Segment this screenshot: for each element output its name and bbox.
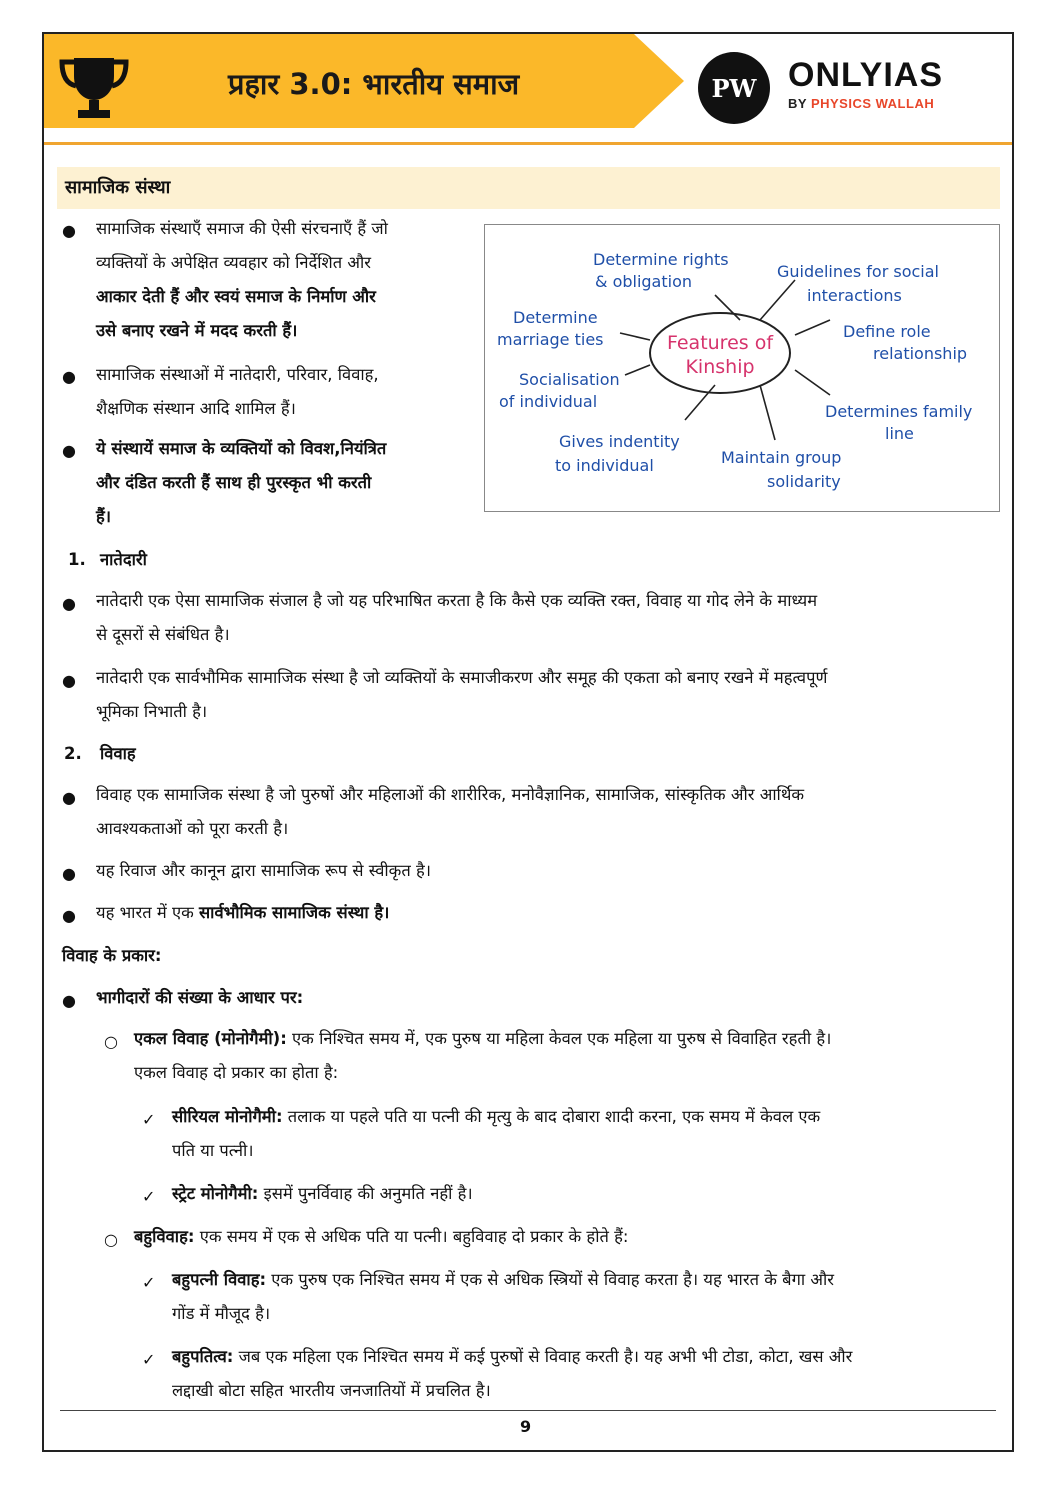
kinship-label: Gives indentity bbox=[559, 432, 680, 451]
intro-line: हैं। bbox=[96, 507, 112, 526]
kinship-center-label: Features of bbox=[666, 332, 774, 354]
section-number: 1. bbox=[68, 550, 86, 569]
marriage-line: आवश्यकताओं को पूरा करती है। bbox=[96, 819, 289, 838]
marriage-heading: विवाह bbox=[100, 744, 136, 763]
brand-subtitle: BY PHYSICS WALLAH bbox=[788, 96, 935, 111]
kinship-line: भूमिका निभाती है। bbox=[96, 702, 208, 721]
kinship-label: interactions bbox=[807, 286, 902, 305]
marriage-line: यह रिवाज और कानून द्वारा सामाजिक रूप से स्वीकृत है। bbox=[96, 861, 431, 880]
page-title: प्रहार 3.0: भारतीय समाज bbox=[228, 67, 520, 101]
bullet-icon: ● bbox=[62, 441, 76, 460]
intro-line: सामाजिक संस्थाएँ समाज की ऐसी संरचनाएँ हैं जो bbox=[96, 219, 388, 238]
kinship-label: Guidelines for social bbox=[777, 262, 939, 281]
section-heading: सामाजिक संस्था bbox=[57, 167, 1000, 209]
kinship-label: Determine bbox=[513, 308, 598, 327]
kinship-label: Determine rights bbox=[593, 250, 729, 269]
bullet-icon: ● bbox=[62, 671, 76, 690]
check-icon: ✓ bbox=[142, 1110, 156, 1129]
marriage-line: विवाह एक सामाजिक संस्था है जो पुरुषों और महिलाओं की शारीरिक, मनोवैज्ञानिक, सामाजिक, सांस्कृतिक और आर्थिक bbox=[96, 785, 805, 804]
bullet-icon: ● bbox=[62, 594, 76, 613]
footer-divider bbox=[60, 1410, 996, 1411]
check-icon: ✓ bbox=[142, 1273, 156, 1292]
polygyny-line: गोंड में मौजूद है। bbox=[172, 1304, 271, 1323]
types-heading: विवाह के प्रकार: bbox=[62, 946, 162, 965]
kinship-line: नातेदारी एक सार्वभौमिक सामाजिक संस्था है जो व्यक्तियों के समाजीकरण और समूह की एकता को बनाए रखने में महत्वपूर्ण bbox=[96, 668, 828, 687]
monogamy-line: एकल विवाह दो प्रकार का होता है: bbox=[134, 1063, 339, 1082]
bullet-icon: ● bbox=[62, 864, 76, 883]
kinship-line: नातेदारी एक ऐसा सामाजिक संजाल है जो यह परिभाषित करता है कि कैसे एक व्यक्ति रक्त, विवाह या गोद लेने के माध्यम bbox=[96, 591, 818, 610]
intro-line: व्यक्तियों के अपेक्षित व्यवहार को निर्देशित और bbox=[96, 253, 372, 272]
check-icon: ✓ bbox=[142, 1187, 156, 1206]
kinship-label: Maintain group bbox=[721, 448, 842, 467]
polygamy-line: बहुविवाह: एक समय में एक से अधिक पति या पत्नी। बहुविवाह दो प्रकार के होते हैं: bbox=[134, 1227, 629, 1246]
serial-line: पति या पत्नी। bbox=[172, 1141, 254, 1160]
bullet-icon: ● bbox=[62, 221, 76, 240]
straight-line: स्ट्रेट मोनोगैमी: इसमें पुनर्विवाह की अनुमति नहीं है। bbox=[172, 1184, 473, 1203]
bullet-icon: ● bbox=[62, 367, 76, 386]
circle-bullet-icon: ○ bbox=[104, 1230, 118, 1249]
kinship-diagram bbox=[484, 224, 1000, 512]
polyandry-line: बहुपतित्व: जब एक महिला एक निश्चित समय में कई पुरुषों से विवाह करती है। यह अभी भी टोडा, कोटा, खस और bbox=[172, 1347, 853, 1366]
kinship-label: to individual bbox=[555, 456, 654, 475]
pw-logo: PW bbox=[698, 52, 770, 124]
kinship-heading: नातेदारी bbox=[100, 550, 147, 569]
kinship-label: of individual bbox=[499, 392, 598, 411]
circle-bullet-icon: ○ bbox=[104, 1032, 118, 1051]
section-number: 2. bbox=[64, 744, 82, 763]
intro-line: आकार देती हैं और स्वयं समाज के निर्माण और bbox=[96, 287, 376, 306]
kinship-label: marriage ties bbox=[497, 330, 604, 349]
brand-name: ONLYIAS bbox=[788, 56, 944, 94]
kinship-label: solidarity bbox=[767, 472, 841, 491]
types-basis: भागीदारों की संख्या के आधार पर: bbox=[96, 988, 304, 1007]
kinship-label: Socialisation bbox=[519, 370, 620, 389]
bullet-icon: ● bbox=[62, 991, 76, 1010]
intro-line: ये संस्थायें समाज के व्यक्तियों को विवश,नियंत्रित bbox=[96, 439, 387, 458]
serial-line: सीरियल मोनोगैमी: तलाक या पहले पति या पत्नी की मृत्यु के बाद दोबारा शादी करना, एक समय में केवल एक bbox=[172, 1107, 821, 1126]
kinship-label: Determines family bbox=[825, 402, 973, 421]
brand-logo bbox=[788, 56, 943, 111]
intro-line: सामाजिक संस्थाओं में नातेदारी, परिवार, विवाह, bbox=[96, 365, 379, 384]
intro-line: उसे बनाए रखने में मदद करती हैं। bbox=[96, 321, 298, 340]
intro-line: और दंडित करती हैं साथ ही पुरस्कृत भी करती bbox=[96, 473, 372, 492]
bullet-icon: ● bbox=[62, 906, 76, 925]
monogamy-line: एकल विवाह (मोनोगैमी): एक निश्चित समय में, एक पुरुष या महिला केवल एक महिला या पुरुष से विवाहित रहती है। bbox=[134, 1029, 832, 1048]
kinship-label: Define role bbox=[843, 322, 931, 341]
kinship-label: line bbox=[885, 424, 914, 443]
bullet-icon: ● bbox=[62, 788, 76, 807]
marriage-line: यह भारत में एक सार्वभौमिक सामाजिक संस्था है। bbox=[96, 903, 390, 922]
kinship-line: से दूसरों से संबंधित है। bbox=[96, 625, 230, 644]
kinship-label: & obligation bbox=[595, 272, 693, 291]
header-divider bbox=[44, 142, 1012, 145]
page-number: 9 bbox=[520, 1417, 532, 1436]
kinship-label: relationship bbox=[873, 344, 968, 363]
intro-line: शैक्षणिक संस्थान आदि शामिल हैं। bbox=[96, 399, 296, 418]
kinship-center-label: Kinship bbox=[685, 356, 755, 378]
check-icon: ✓ bbox=[142, 1350, 156, 1369]
polyandry-line: लद्दाखी बोटा सहित भारतीय जनजातियों में प्रचलित है। bbox=[172, 1381, 491, 1400]
polygyny-line: बहुपत्नी विवाह: एक पुरुष एक निश्चित समय में एक से अधिक स्त्रियों से विवाह करता है। यह भारत के बैगा और bbox=[172, 1270, 835, 1289]
